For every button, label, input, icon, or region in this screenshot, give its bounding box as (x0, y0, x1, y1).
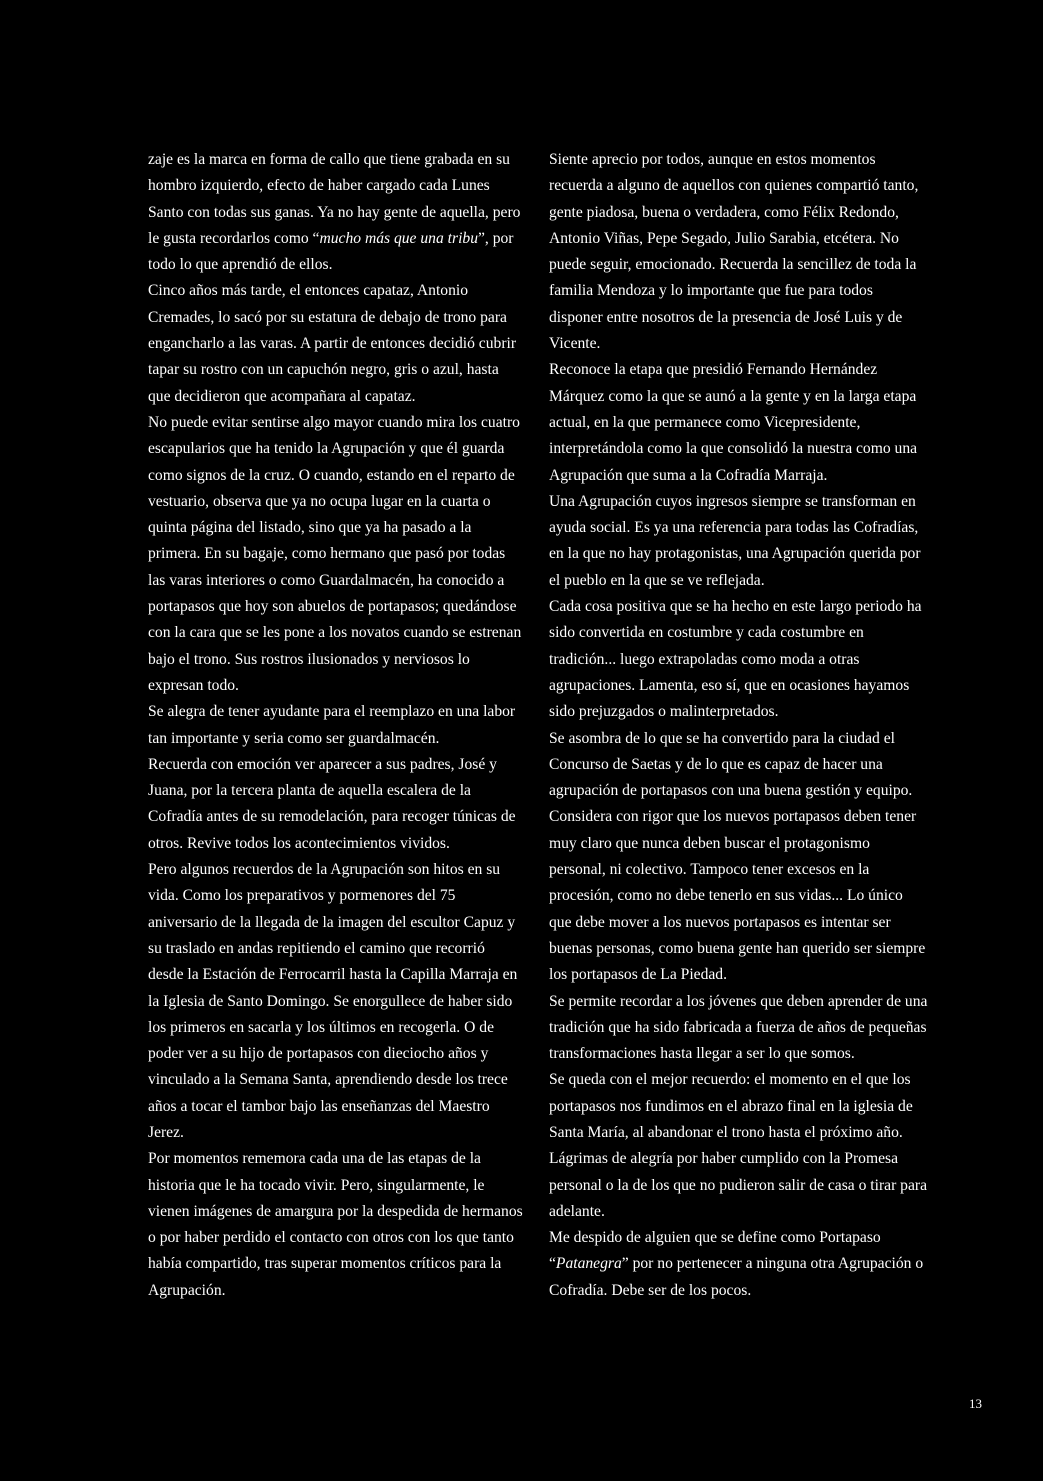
paragraph: Cada cosa positiva que se ha hecho en este largo periodo ha sido convertida en costumbre y cada costumbre en tradición... luego extrapoladas como moda a otras agrupaciones. Lamenta, eso sí, que en ocasiones hayamos sido prejuzgados o malinterpretados. (549, 598, 922, 721)
right-text-column (549, 147, 929, 1304)
left-text-column (148, 147, 523, 1304)
paragraph: Pero algunos recuerdos de la Agrupación son hitos en su vida. Como los preparativos y pormenores del 75 aniversario de la llegada de la imagen del escultor Capuz y su traslado en andas repitiendo el camino que recorrió desde la Estación de Ferrocarril hasta la Capilla Marraja en la Iglesia de Santo Domingo. Se enorgullece de haber sido los primeros en sacarla y los últimos en recogerla. O de poder ver a su hijo de portapasos con dieciocho años y vinculado a la Semana Santa, aprendiendo desde los trece años a tocar el tambor bajo las enseñanzas del Maestro Jerez. (148, 861, 518, 1141)
paragraph: Reconoce la etapa que presidió Fernando Hernández Márquez como la que se aunó a la gente y en la larga etapa actual, en la que permanece como Vicepresidente, interpretándola como la que consolidó la nuestra como una Agrupación que suma a la Cofradía Marraja. (549, 361, 918, 484)
paragraph: Cinco años más tarde, el entonces capataz, Antonio Cremades, lo sacó por su estatura de debajo de trono para engancharlo a las varas. A partir de entonces decidió cubrir tapar su rostro con un capuchón negro, gris o azul, hasta que decidieron que acompañara al capataz. (148, 282, 517, 405)
paragraph: zaje es la marca en forma de callo que tiene grabada en su hombro izquierdo, efecto de haber cargado cada Lunes Santo con todas sus ganas. Ya no hay gente de aquella, pero le gusta recordarlos como “mucho más que una tribu”, por todo lo que aprendió de ellos. (148, 151, 521, 274)
italic-quote: mucho más que una tribu (319, 229, 478, 247)
paragraph: No puede evitar sentirse algo mayor cuando mira los cuatro escapularios que ha tenido la Agrupación y que él guarda como signos de la cruz. O cuando, estando en el reparto de vestuario, observa que ya no ocupa lugar en la cuarta o quinta página del listado, sino que ya ha pasado a la primera. En su bagaje, como hermano que pasó por todas las varas interiores o como Guardalmacén, ha conocido a portapasos que hoy son abuelos de portapasos; quedándose con la cara que se les pone a los novatos cuando se estrenan bajo el trono. Sus rostros ilusionados y nerviosos lo expresan todo. (148, 413, 522, 694)
page-number: 13 (969, 1396, 982, 1411)
paragraph: Una Agrupación cuyos ingresos siempre se transforman en ayuda social. Es ya una referencia para todas las Cofradías, en la que no hay protagonistas, una Agrupación querida por el pueblo en la que se ve reflejada. (549, 492, 921, 589)
paragraph: Por momentos rememora cada una de las etapas de la historia que le ha tocado vivir. Pero, singularmente, le vienen imágenes de amargura por la despedida de hermanos o por haber perdido el contacto con otros con los que tanto había compartido, tras superar momentos críticos para la Agrupación. (148, 1150, 523, 1299)
paragraph: Me despido de alguien que se define como Portapaso “Patanegra” por no pertenecer a ninguna otra Agrupación o Cofradía. Debe ser de los pocos. (549, 1229, 924, 1299)
paragraph: Se queda con el mejor recuerdo: el momento en el que los portapasos nos fundimos en el abrazo final en la iglesia de Santa María, al abandonar el trono hasta el próximo año. Lágrimas de alegría por haber cumplido con la Promesa personal o la de los que no pudieron salir de casa o tirar para adelante. (549, 1071, 928, 1220)
paragraph: Se permite recordar a los jóvenes que deben aprender de una tradición que ha sido fabricada a fuerza de años de pequeñas transformaciones hasta llegar a ser lo que somos. (549, 992, 928, 1063)
paragraph: Siente aprecio por todos, aunque en estos momentos recuerda a alguno de aquellos con quienes compartió tanto, gente piadosa, buena o verdadera, como Félix Redondo, Antonio Viñas, Pepe Segado, Julio Sarabia, etcétera. No puede seguir, emocionado. Recuerda la sencillez de toda la familia Mendoza y lo importante que fue para todos disponer entre nosotros de la presencia de José Luis y de Vicente. (549, 151, 919, 353)
paragraph: Se asombra de lo que se ha convertido para la ciudad el Concurso de Saetas y de lo que es capaz de hacer una agrupación de portapasos con una buena gestión y equipo. Considera con rigor que los nuevos portapasos deben tener muy claro que nunca deben buscar el protagonismo personal, ni colectivo. Tampoco tener excesos en la procesión, como no debe tenerlo en sus vidas... Lo único que debe mover a los nuevos portapasos es intentar ser buenas personas, como buena gente han querido ser siempre los portapasos de La Piedad. (549, 729, 926, 984)
paragraph: Recuerda con emoción ver aparecer a sus padres, José y Juana, por la tercera planta de aquella escalera de la Cofradía antes de su remodelación, para recoger túnicas de otros. Revive todos los acontecimientos vividos. (148, 755, 516, 852)
italic-quote: Patanegra (555, 1255, 622, 1273)
paragraph: Se alegra de tener ayudante para el reemplazo en una labor tan importante y seria como ser guardalmacén. (148, 703, 516, 747)
